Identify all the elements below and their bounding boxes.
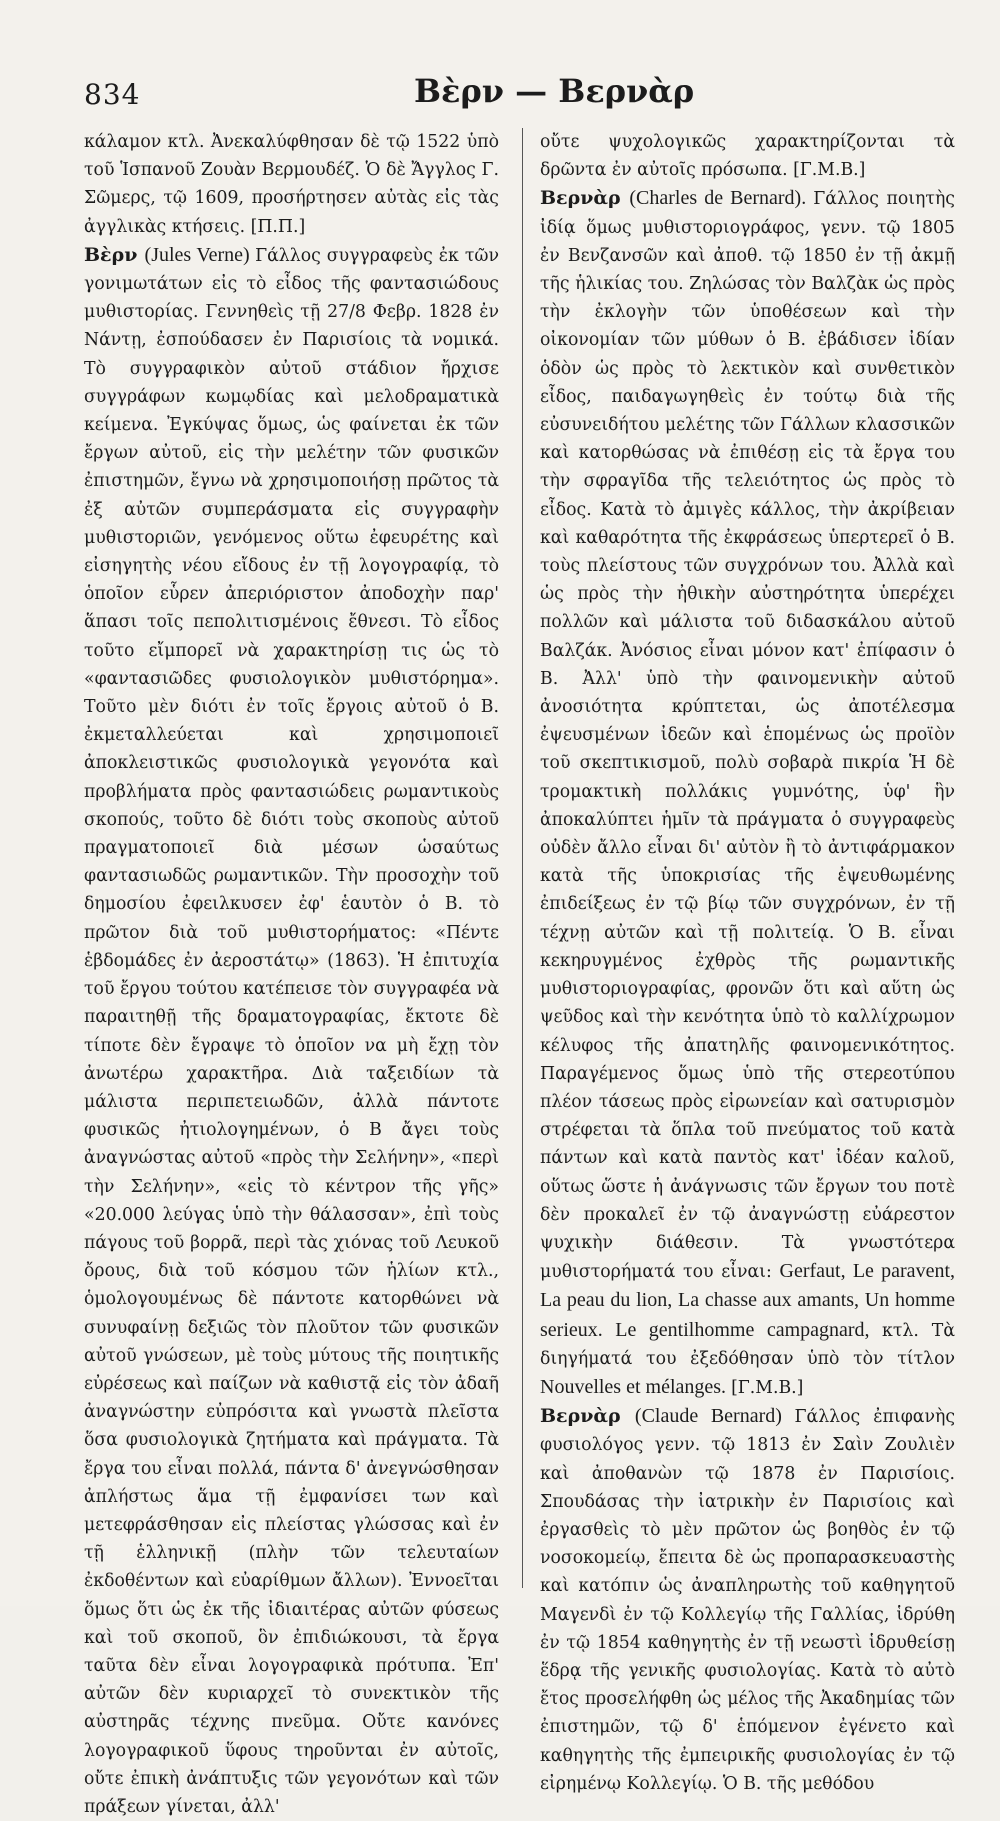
entry-headword: Βερνὰρ (540, 1405, 635, 1428)
continuation-paragraph: κάλαμον κτλ. Ἀνεκαλύφθησαν δὲ τῷ 1522 ὑπὸ τοῦ Ἱσπανοῦ Ζουὰν Βερμουδέζ. Ὁ δὲ Ἄγγλος Γ. Σῶμερς, τῷ 1609, προσήρτησεν αὐτὰς εἰς τὰς ἀγγλικὰς κτήσεις. [Π.Π.] (84, 132, 499, 237)
entry-charles-de-bernard (540, 184, 955, 1402)
entry-name-latin: (Jules Verne) (144, 243, 256, 266)
entry-claude-bernard (540, 1402, 955, 1798)
running-head: Βὲρν — Βερνὰρ (414, 72, 695, 110)
entry-name-latin: (Charles de Bernard). (629, 187, 814, 210)
page-header (84, 64, 960, 124)
entry-body: Γάλλος συγγραφεὺς ἐκ τῶν γονιμωτάτων εἰς τὸ εἶδος τῆς φαντασιώδους μυθιστορίας. Γεννηθεὶς τῇ 27/8 Φεβρ. 1828 ἐν Νάντῃ, ἐσπούδασεν ἐν Παρισίοις τὰ νομικά. Τὸ συγγραφικὸν αὐτοῦ στάδιον ἤρχισε συγγράφων κωμῳδίας καὶ μελοδραματικὰ κείμενα. Ἐγκύψας ὅμως, ὡς φαίνεται ἐκ τῶν ἔργων αὐτοῦ, εἰς τὴν μελέτην τῶν φυσικῶν ἐπιστημῶν, ἔγνω νὰ χρησιμοποιήσῃ πρῶτος τὰ ἐξ αὐτῶν συμπεράσματα εἰς συγγραφὴν μυθιστοριῶν, γενόμενος οὕτω ἐφευρέτης καὶ εἰσηγητὴς νέου εἴδους ἐν τῇ λογογραφίᾳ, τὸ ὁποῖον εὗρεν ἀπεριόριστον ἀποδοχὴν παρ' ἅπασι τοῖς πεπολιτισμένοις ἔθνεσι. Τὸ εἶδος τοῦτο εἴμπορεῖ νὰ χαρακτηρίσῃ τις ὡς τὸ «φαντασιῶδες φυσιολογικὸν μυθιστόρημα». Τοῦτο μὲν διότι ἐν τοῖς ἔργοις αὐτοῦ ὁ Β. ἐκμεταλλεύεται καὶ χρησιμοποιεῖ ἀποκλειστικῶς φυσιολογικὰ γεγονότα καὶ προβλήματα πρὸς φαντασιώδεις ρωμαντικοὺς σκοπούς, τοῦτο δὲ διότι τοὺς σκοποὺς αὐτοῦ πραγματοποιεῖ διὰ μέσων ὡσαύτως φαντασιωδῶς ρωμαντικῶν. Τὴν προσοχὴν τοῦ δημοσίου ἐφειλκυσεν ἐφ' ἑαυτὸν ὁ Β. τὸ πρῶτον διὰ τοῦ μυθιστορήματος: «Πέντε ἑβδομάδες ἐν ἀεροστάτῳ» (1863). Ἡ ἐπιτυχία τοῦ ἔργου τούτου κατέπεισε τὸν συγγραφέα νὰ παραιτηθῇ τῆς δραματογραφίας, ἔκτοτε δὲ τίποτε δὲν ἔγραψε τὸ ὁποῖον να μὴ ἔχῃ τὸν ἀνωτέρω χαρακτῆρα. Διὰ ταξειδίων τὰ μάλιστα περιπετειωδῶν, ἀλλὰ πάντοτε φυσικῶς ἠτιολογημένων, ὁ Β ἄγει τοὺς ἀναγνώστας αὐτοῦ «πρὸς τὴν Σελήνην», «περὶ τὴν Σελήνην», «εἰς τὸ κέντρον τῆς γῆς» «20.000 λεύγας ὑπὸ τὴν θάλασσαν», ἐπὶ τοὺς πάγους τοῦ βορρᾶ, περὶ τὰς χιόνας τοῦ Λευκοῦ ὄρους, διὰ τοῦ κόσμου τῶν ἡλίων κτλ., ὁμολογουμένως δὲ πάντοτε κατορθώνει νὰ συνυφαίνῃ δεξιῶς τὸν πλοῦτον τῶν φυσικῶν αὐτοῦ γνώσεων, μὲ τοὺς μύτους τῆς ποιητικῆς εὐρέσεως καὶ παίζων νὰ καθιστᾷ εἰς τὸν ἀδαῆ ἀναγνώστην εὐπρόσιτα καὶ γνωστὰ πλεῖστα ὅσα φυσιολογικὰ ζητήματα καὶ πράγματα. Τὰ ἔργα του εἶναι πολλά, πάντα δ' ἀνεγνώσθησαν ἀπλήστως ἅμα τῇ ἐμφανίσει των καὶ μετεφράσθησαν εἰς πλείστας γλώσσας καὶ ἐν τῇ ἑλληνικῇ (πλὴν τῶν τελευταίων ἐκδοθέντων καὶ εὐαρίθμων ἄλλων). Ἐννοεῖται ὅμως ὅτι ὡς ἐκ τῆς ἰδιαιτέρας αὐτῶν φύσεως καὶ τοῦ σκοποῦ, ὃν ἐπιδιώκουσι, τὰ ἔργα ταῦτα δὲν εἶναι λογογραφικὰ πρότυπα. Ἐπ' αὐτῶν δὲν κυριαρχεῖ τὸ συνεκτικὸν τῆς αὐστηρᾶς τέχνης πνεῦμα. Οὔτε κανόνες λογογραφικοῦ ὕφους τηροῦνται ἐν αὐτοῖς, οὔτε ἐπικὴ ἀνάπτυξις τῶν γεγονότων καὶ τῶν πράξεων γίνεται, ἀλλ' (84, 245, 500, 1817)
left-column (84, 128, 499, 1821)
continuation-paragraph: οὔτε ψυχολογικῶς χαρακτηρίζονται τὰ δρῶντα ἐν αὐτοῖς πρόσωπα. [Γ.Μ.Β.] (540, 132, 955, 181)
entry-body-tail: κτλ. Τὰ διηγήματά του ἐξεδόθησαν ὑπὸ τὸν τίτλον (540, 1320, 956, 1369)
entry-collection-title: Nouvelles et mélanges. (540, 1375, 732, 1398)
entry-works-latin: Gerfaut, Le paravent, La peau du lion, La chasse aux amants, Un homme serieux. Le gentilhomme campagnard, (540, 1260, 955, 1341)
entry-verne (84, 241, 499, 1821)
entry-body: Γάλλος ποιητὴς ἰδίᾳ ὅμως μυθιστοριογράφος, γενν. τῷ 1805 ἐν Βενζανσῶν καὶ ἀποθ. τῷ 1850 ἐν τῇ ἀκμῇ τῆς ἡλικίας του. Ζηλώσας τὸν Βαλζὰκ ὡς πρὸς τὴν ἐκλογὴν τῶν ὑποθέσεων καὶ τὴν οἰκονομίαν τῶν μύθων ὁ Β. ἐβάδισεν ἰδίαν ὁδὸν ὡς πρὸς τὸ λεκτικὸν καὶ συνθετικὸν εἶδος, παιδαγωγηθεὶς ἐν τούτῳ διὰ τῆς εὐσυνειδήτου μελέτης τῶν Γάλλων κλασσικῶν καὶ κατορθώσας νὰ ἐπιθέσῃ εἰς τὰ ἔργα του τὴν σφραγῖδα τῆς τελειότητος ὡς πρὸς τὸ εἶδος. Κατὰ τὸ ἀμιγὲς κάλλος, τὴν ἀκρίβειαν καὶ καθαρότητα τῆς ἐκφράσεως ὑπερτερεῖ ὁ Β. τοὺς πλείστους τῶν συγχρόνων του. Ἀλλὰ καὶ ὡς πρὸς τὴν ἠθικὴν αὐστηρότητα ὑπερέχει πολλῶν καὶ μάλιστα τοῦ διδασκάλου αὐτοῦ Βαλζάκ. Ἀνόσιος εἶναι μόνον κατ' ἐπίφασιν ὁ Β. Ἀλλ' ὑπὸ τὴν φαινομενικὴν αὐτοῦ ἀνοσιότητα κρύπτεται, ὡς ἀποτέλεσμα ἐψευσμένων ἰδεῶν καὶ ἑπομένως ὡς προϊὸν τοῦ σκεπτικισμοῦ, πολὺ σοβαρὰ πικρία Ἡ δὲ τρομακτικὴ πολλάκις γυμνότης, ὑφ' ἣν ἀποκαλύπτει ἡμῖν τὰ πράγματα ὁ συγγραφεὺς οὐδὲν ἄλλο εἶναι δι' αὐτὸν ἢ τὸ ἀντιφάρμακον κατὰ τῆς ὑποκρισίας τῆς ἐψευθωμένης ἐπιδείξεως ἐν τῷ βίῳ τῶν συγχρόνων, ἐν τῇ τέχνῃ αὐτῶν καὶ τῇ πολιτείᾳ. Ὁ Β. εἶναι κεκηρυγμένος ἐχθρὸς τῆς ρωμαντικῆς μυθιστοριογραφίας, φρονῶν ὅτι καὶ αὕτη ὡς ψεῦδος καὶ τὴν κενότητα ὑπὸ τὸ καλλίχρωμον κέλυφος τῆς ἀπατηλῆς φαινομενικότητος. Παραγέμενος ὅμως ὑπὸ τῆς στερεοτύπου πλέον τάσεως πρὸς εἰρωνείαν καὶ σατυρισμὸν στρέφεται τὰ ὅπλα τοῦ πνεύματος τοῦ κατὰ πάντων καὶ κατὰ παντὸς κατ' ἰδέαν καλοῦ, οὕτως ὥστε ἡ ἀνάγνωσις τῶν ἔργων του ποτὲ δὲν προκαλεῖ ἐν τῷ ἀναγνώστῃ εὐάρεστον ψυχικὴν διάθεσιν. Τὰ γνωστότερα μυθιστορήματά του εἶναι: (540, 189, 955, 1283)
entry-headword: Βὲρν (84, 243, 145, 266)
page-number: 834 (84, 78, 141, 111)
column-divider (522, 128, 523, 1588)
entry-signature: [Γ.Μ.Β.] (731, 1377, 804, 1398)
right-column (540, 128, 955, 1798)
entry-headword: Βερνὰρ (540, 187, 630, 210)
entry-body: Γάλλος ἐπιφανὴς φυσιολόγος γενν. τῷ 1813 ἐν Σαὶν Ζουλιὲν καὶ ἀποθανὼν τῷ 1878 ἐν Παρισίοις. Σπουδάσας τὴν ἰατρικὴν ἐν Παρισίοις καὶ ἐργασθεὶς τὸ μὲν πρῶτον ὡς βοηθὸς ἐν τῷ νοσοκομείῳ, ἔπειτα δὲ ὡς προπαρασκευαστὴς καὶ κατόπιν ὡς ἀναπληρωτὴς τοῦ καθηγητοῦ Μαγενδὶ ἐν τῷ Κολλεγίῳ τῆς Γαλλίας, ἱδρύθη ἐν τῷ 1854 καθηγητὴς ἐν τῇ νεωστὶ ἱδρυθείσῃ ἕδρᾳ τῆς γενικῆς φυσιολογίας. Κατὰ τὸ αὐτὸ ἔτος προσελήφθη ὡς μέλος τῆς Ἀκαδημίας τῶν ἐπιστημῶν, τῷ δ' ἑπόμενον ἐγένετο καὶ καθηγητὴς τῆς ἐμπειρικῆς φυσιολογίας ἐν τῷ εἰρημένῳ Κολλεγίῳ. Ὁ Β. τῆς μεθόδου (540, 1407, 955, 1794)
entry-name-latin: (Claude Bernard) (634, 1405, 795, 1428)
